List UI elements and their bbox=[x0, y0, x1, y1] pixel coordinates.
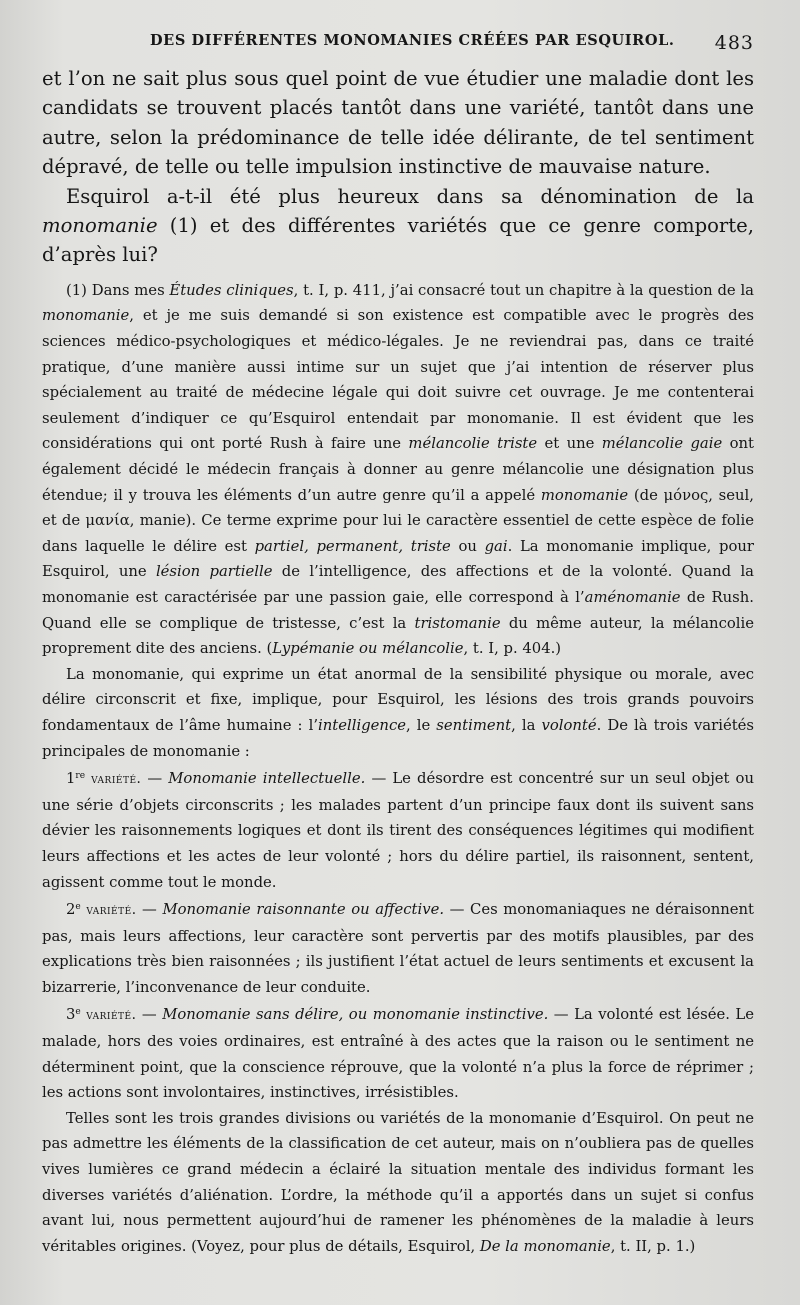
paragraph-continued: et l’on ne sait plus sous quel point de vue étudier une maladie dont les candidats se trouvent placés tantôt dans une variété, tantôt dans une autre, selon la prédominance de telle idée délirante, de tel sentiment dépravé, de telle ou telle impulsion instinctive de mauvaise nature. bbox=[42, 67, 754, 179]
variety-2: 2e variété. — Monomanie raisonnante ou affective. — Ces monomaniaques ne déraisonnent pas, mais leurs affections, leur caractère sont pervertis par des motifs plausibles, par des explications très bien raisonnées ; ils justifient l’état actuel de leurs sentiments et excusent la bizarrerie, l’inconvenance de leur conduite. bbox=[42, 901, 754, 996]
running-title: DES DIFFÉRENTES MONOMANIES CRÉÉES PAR ESQUIROL. bbox=[150, 32, 675, 49]
paragraph-conclusion: Telles sont les trois grandes divisions ou variétés de la monomanie d’Esquirol. On peut ne pas admettre les éléments de la classification de cet auteur, mais on n’oubliera pas de quelles vives lumières ce grand médecin a éclairé la situation mentale des individus formant les diverses variétés d’aliénation. L’ordre, la méthode qu’il a apportés dans un sujet si confus avant lui, nous permettent aujourd’hui de ramener les phénomènes de la maladie à leurs véritables origines. (Voyez, pour plus de détails, Esquirol, De la monomanie, t. II, p. 1.) bbox=[42, 1109, 754, 1255]
paragraph-monomanie: La monomanie, qui exprime un état anormal de la sensibilité physique ou morale, avec délire circonscrit et fixe, implique, pour Esquirol, les lésions des trois grands pouvoirs fondamentaux de l’âme humaine : l’intelligence, le sentiment, la volonté. De là trois variétés principales de monomanie : bbox=[42, 665, 754, 760]
footnote-1: (1) Dans mes Études cliniques, t. I, p. 411, j’ai consacré tout un chapitre à la question de la monomanie, et je me suis demandé si son existence est compatible avec le progrès des sciences médico-psychologiques et médico-légales. Je ne reviendrai pas, dans ce traité pratique, d’une manière aussi intime sur un sujet que j’ai intention de réserver plus spécialement au traité de médecine légale qui doit suivre cet ouvrage. Je me contenterai seulement d’indiquer ce qu’Esquirol entendait par monomanie. Il est évident que les considérations qui ont porté Rush à faire une mélancolie triste et une mélancolie gaie ont également décidé le médecin français à donner au genre mélancolie une désignation plus étendue; il y trouva les éléments d’un autre genre qu’il a appelé monomanie (de μόνος, seul, et de μανία, manie). Ce terme exprime pour lui le caractère essentiel de cette espèce de folie dans laquelle le délire est partiel, permanent, triste ou gai. La monomanie implique, pour Esquirol, une lésion partielle de l’intelligence, des affections et de la volonté. Quand la monomanie est caractérisée par une passion gaie, elle correspond à l’aménomanie de Rush. Quand elle se complique de tristesse, c’est la tristomanie du même auteur, la mélancolie proprement dite des anciens. (Lypémanie ou mélancolie, t. I, p. 404.) bbox=[42, 281, 754, 658]
paragraph-question: Esquirol a-t-il été plus heureux dans sa dénomination de la monomanie (1) et des différentes variétés que ce genre comporte, d’après lui? bbox=[42, 184, 754, 267]
running-header bbox=[150, 32, 754, 54]
variety-3: 3e variété. — Monomanie sans délire, ou monomanie instinctive. — La volonté est lésée. Le malade, hors des voies ordinaires, est entraîné à des actes que la raison ou le sentiment ne déterminent point, que la conscience réprouve, que la volonté n’a plus la force de réprimer ; les actions sont involontaires, instinctives, irrésistibles. bbox=[42, 1006, 754, 1102]
page-number: 483 bbox=[714, 32, 754, 54]
page-text bbox=[42, 64, 754, 1259]
variety-1: 1re variété. — Monomanie intellectuelle. — Le désordre est concentré sur un seul objet ou une série d’objets circonscrits ; les malades partent d’un principe faux dont ils suivent sans dévier les raisonnements logiques et dont ils tirent des conséquences légitimes qui modifient leurs affections et les actes de leur volonté ; hors du délire partiel, ils raisonnent, sentent, agissent comme tout le monde. bbox=[42, 770, 754, 891]
